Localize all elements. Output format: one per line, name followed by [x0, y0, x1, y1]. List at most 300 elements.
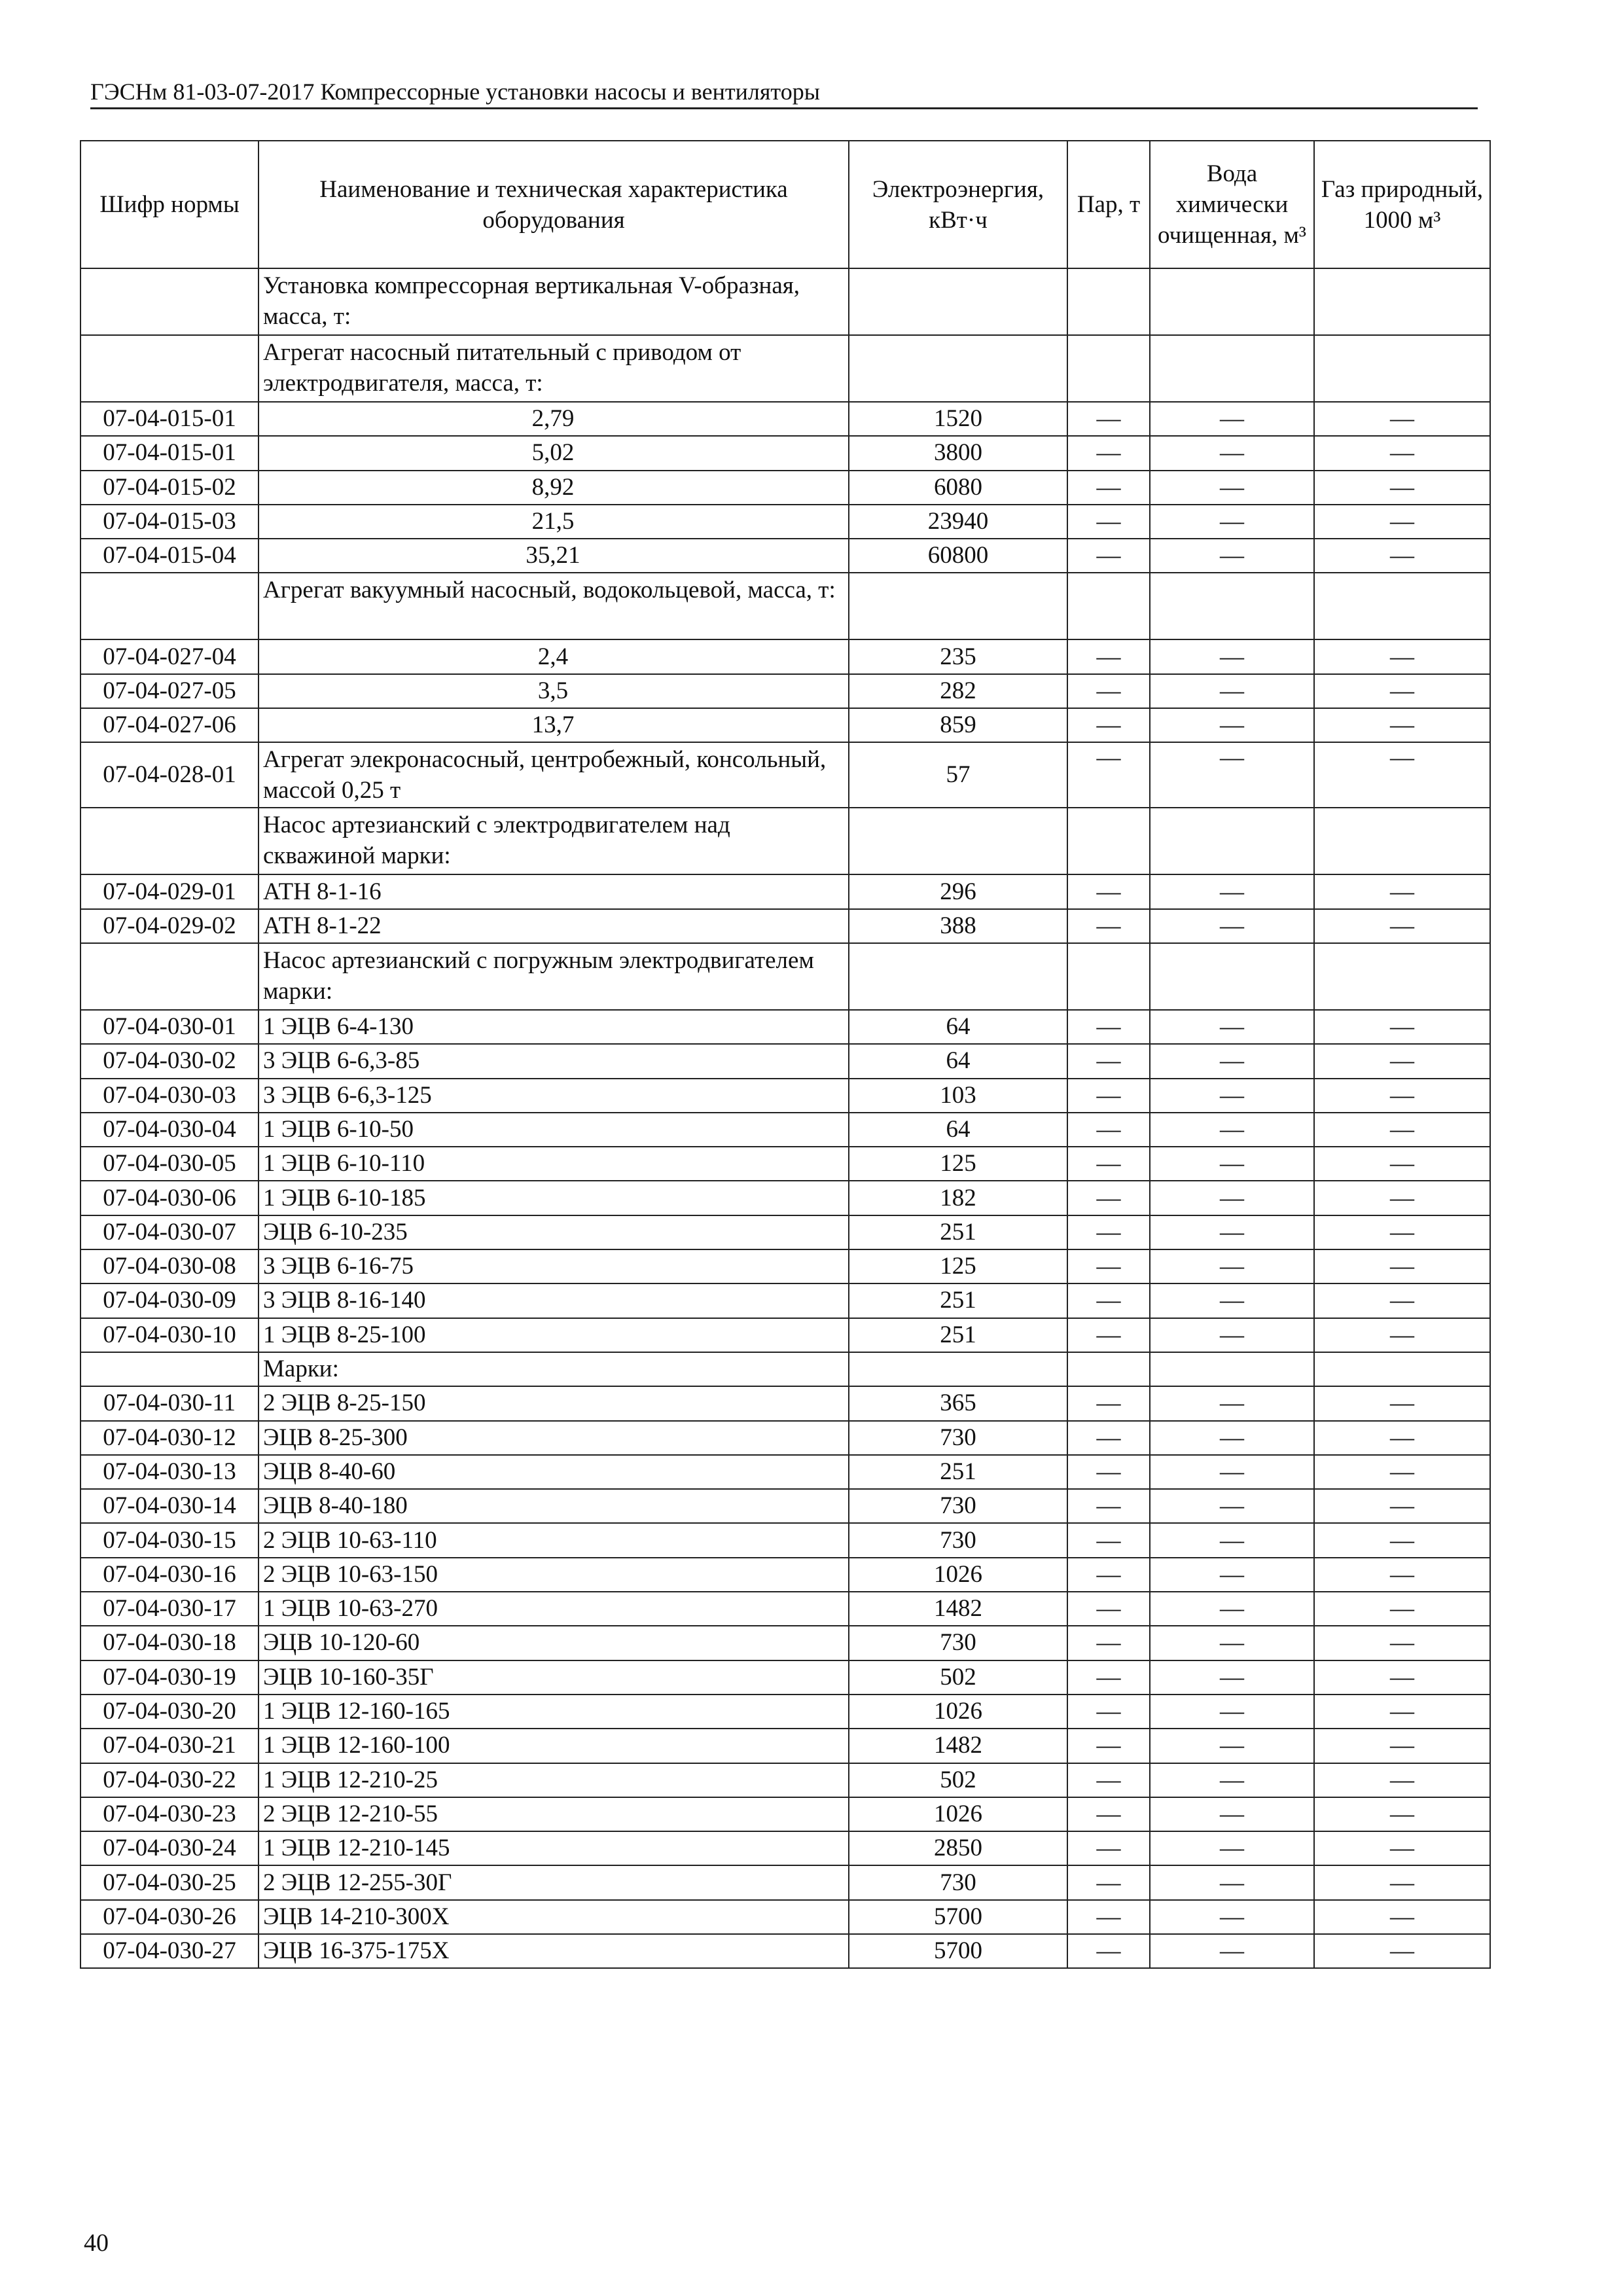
norm-code-cell: 07-04-030-14 — [80, 1489, 259, 1523]
gas-cell: — — [1314, 674, 1490, 708]
gas-cell: — — [1314, 1558, 1490, 1592]
electricity-cell: 730 — [849, 1421, 1067, 1455]
electricity-cell: 125 — [849, 1147, 1067, 1181]
steam-cell: — — [1067, 1113, 1150, 1147]
steam-cell: — — [1067, 1592, 1150, 1626]
steam-cell: — — [1067, 1865, 1150, 1899]
equipment-name-cell: 1 ЭЦВ 6-10-50 — [259, 1113, 849, 1147]
norm-code-cell: 07-04-029-01 — [80, 874, 259, 908]
steam-cell: — — [1067, 1455, 1150, 1489]
table-group-row — [80, 335, 1490, 402]
norm-code-cell: 07-04-030-07 — [80, 1215, 259, 1249]
steam-cell: — — [1067, 1660, 1150, 1695]
norm-code-cell: 07-04-030-12 — [80, 1421, 259, 1455]
norm-code-cell: 07-04-028-01 — [80, 742, 259, 808]
electricity-cell: 502 — [849, 1660, 1067, 1695]
equipment-name-cell: 1 ЭЦВ 12-210-25 — [259, 1763, 849, 1797]
water-cell — [1150, 1352, 1314, 1386]
steam-cell: — — [1067, 639, 1150, 673]
electricity-cell — [849, 335, 1067, 402]
table-row — [80, 1318, 1490, 1352]
water-cell: — — [1150, 1010, 1314, 1044]
electricity-cell: 235 — [849, 639, 1067, 673]
table-row — [80, 674, 1490, 708]
steam-cell: — — [1067, 1934, 1150, 1968]
water-cell: — — [1150, 505, 1314, 539]
gas-cell: — — [1314, 1318, 1490, 1352]
equipment-name-cell: 1 ЭЦВ 8-25-100 — [259, 1318, 849, 1352]
electricity-cell: 1482 — [849, 1592, 1067, 1626]
water-cell: — — [1150, 1455, 1314, 1489]
equipment-name-cell: 2 ЭЦВ 10-63-110 — [259, 1523, 849, 1557]
norm-code-cell: 07-04-030-05 — [80, 1147, 259, 1181]
norm-code-cell: 07-04-027-04 — [80, 639, 259, 673]
gas-cell: — — [1314, 708, 1490, 742]
col-header-code: Шифр нормы — [80, 141, 259, 268]
equipment-name-cell: 3 ЭЦВ 6-6,3-85 — [259, 1044, 849, 1078]
table-row — [80, 1489, 1490, 1523]
table-row — [80, 1592, 1490, 1626]
equipment-name-cell: Агрегат элекронасосный, центробежный, консольный, массой 0,25 т — [259, 742, 849, 808]
steam-cell: — — [1067, 1626, 1150, 1660]
gas-cell: — — [1314, 1729, 1490, 1763]
electricity-cell: 502 — [849, 1763, 1067, 1797]
steam-cell: — — [1067, 539, 1150, 573]
electricity-cell: 64 — [849, 1044, 1067, 1078]
water-cell: — — [1150, 539, 1314, 573]
steam-cell — [1067, 573, 1150, 639]
table-row — [80, 1181, 1490, 1215]
steam-cell: — — [1067, 1831, 1150, 1865]
water-cell: — — [1150, 1523, 1314, 1557]
electricity-cell: 251 — [849, 1318, 1067, 1352]
gas-cell: — — [1314, 1763, 1490, 1797]
gas-cell: — — [1314, 639, 1490, 673]
equipment-name-cell: 1 ЭЦВ 6-10-185 — [259, 1181, 849, 1215]
water-cell: — — [1150, 1592, 1314, 1626]
table-group-row — [80, 808, 1490, 874]
norm-code-cell: 07-04-030-27 — [80, 1934, 259, 1968]
steam-cell: — — [1067, 674, 1150, 708]
water-cell: — — [1150, 674, 1314, 708]
water-cell: — — [1150, 909, 1314, 943]
water-cell: — — [1150, 874, 1314, 908]
norm-code-cell — [80, 573, 259, 639]
steam-cell: — — [1067, 742, 1150, 808]
steam-cell: — — [1067, 505, 1150, 539]
gas-cell: — — [1314, 436, 1490, 470]
norm-code-cell: 07-04-015-04 — [80, 539, 259, 573]
electricity-cell — [849, 808, 1067, 874]
electricity-cell: 730 — [849, 1523, 1067, 1557]
equipment-name-cell: ЭЦВ 10-120-60 — [259, 1626, 849, 1660]
norm-code-cell: 07-04-030-20 — [80, 1695, 259, 1729]
steam-cell — [1067, 268, 1150, 335]
steam-cell: — — [1067, 1386, 1150, 1420]
electricity-cell: 1026 — [849, 1797, 1067, 1831]
gas-cell — [1314, 268, 1490, 335]
steam-cell — [1067, 943, 1150, 1010]
water-cell: — — [1150, 1934, 1314, 1968]
norm-code-cell: 07-04-015-02 — [80, 471, 259, 505]
gas-cell: — — [1314, 1626, 1490, 1660]
water-cell: — — [1150, 471, 1314, 505]
steam-cell: — — [1067, 1489, 1150, 1523]
gas-cell: — — [1314, 1695, 1490, 1729]
table-row — [80, 1797, 1490, 1831]
steam-cell: — — [1067, 1147, 1150, 1181]
gas-cell: — — [1314, 539, 1490, 573]
electricity-cell: 64 — [849, 1113, 1067, 1147]
table-row — [80, 1249, 1490, 1283]
equipment-name-cell: Насос артезианский с электродвигателем над скважиной марки: — [259, 808, 849, 874]
table-row — [80, 1113, 1490, 1147]
equipment-name-cell: 2,4 — [259, 639, 849, 673]
steam-cell — [1067, 1352, 1150, 1386]
gas-cell: — — [1314, 1010, 1490, 1044]
electricity-cell: 251 — [849, 1283, 1067, 1318]
steam-cell: — — [1067, 1044, 1150, 1078]
table-row — [80, 708, 1490, 742]
table-row — [80, 1558, 1490, 1592]
gas-cell: — — [1314, 1386, 1490, 1420]
norm-code-cell: 07-04-030-18 — [80, 1626, 259, 1660]
equipment-name-cell: 8,92 — [259, 471, 849, 505]
equipment-name-cell: АТН 8-1-16 — [259, 874, 849, 908]
water-cell: — — [1150, 1215, 1314, 1249]
equipment-name-cell: 35,21 — [259, 539, 849, 573]
steam-cell — [1067, 335, 1150, 402]
water-cell: — — [1150, 1558, 1314, 1592]
electricity-cell — [849, 268, 1067, 335]
electricity-cell: 296 — [849, 874, 1067, 908]
norm-code-cell — [80, 1352, 259, 1386]
electricity-cell: 365 — [849, 1386, 1067, 1420]
norm-code-cell: 07-04-029-02 — [80, 909, 259, 943]
water-cell: — — [1150, 1660, 1314, 1695]
norm-code-cell: 07-04-027-05 — [80, 674, 259, 708]
steam-cell: — — [1067, 1900, 1150, 1934]
equipment-name-cell: 2 ЭЦВ 12-255-30Г — [259, 1865, 849, 1899]
electricity-cell: 60800 — [849, 539, 1067, 573]
water-cell: — — [1150, 1900, 1314, 1934]
running-header: ГЭСНм 81-03-07-2017 Компрессорные установки насосы и вентиляторы — [90, 77, 1478, 109]
norm-code-cell: 07-04-030-13 — [80, 1455, 259, 1489]
electricity-cell: 1026 — [849, 1695, 1067, 1729]
equipment-name-cell: 3,5 — [259, 674, 849, 708]
gas-cell: — — [1314, 1934, 1490, 1968]
electricity-cell: 1026 — [849, 1558, 1067, 1592]
col-header-power: Электроэнергия, кВт·ч — [849, 141, 1067, 268]
water-cell: — — [1150, 1113, 1314, 1147]
water-cell: — — [1150, 1831, 1314, 1865]
gas-cell: — — [1314, 1044, 1490, 1078]
equipment-name-cell: 2 ЭЦВ 10-63-150 — [259, 1558, 849, 1592]
gas-cell: — — [1314, 1797, 1490, 1831]
norm-code-cell: 07-04-030-25 — [80, 1865, 259, 1899]
steam-cell: — — [1067, 1249, 1150, 1283]
gas-cell: — — [1314, 1489, 1490, 1523]
water-cell: — — [1150, 1421, 1314, 1455]
table-row — [80, 1695, 1490, 1729]
norm-code-cell: 07-04-030-24 — [80, 1831, 259, 1865]
electricity-cell: 2850 — [849, 1831, 1067, 1865]
water-cell: — — [1150, 639, 1314, 673]
steam-cell: — — [1067, 1797, 1150, 1831]
norm-code-cell: 07-04-027-06 — [80, 708, 259, 742]
gas-cell: — — [1314, 1113, 1490, 1147]
norm-code-cell: 07-04-030-03 — [80, 1079, 259, 1113]
gas-cell: — — [1314, 1660, 1490, 1695]
norm-code-cell: 07-04-030-26 — [80, 1900, 259, 1934]
electricity-cell: 1520 — [849, 402, 1067, 436]
electricity-cell — [849, 573, 1067, 639]
equipment-name-cell: Насос артезианский с погружным электродвигателем марки: — [259, 943, 849, 1010]
water-cell: — — [1150, 1489, 1314, 1523]
page-number: 40 — [84, 2229, 109, 2257]
equipment-name-cell: Агрегат насосный питательный с приводом от электродвигателя, масса, т: — [259, 335, 849, 402]
water-cell: — — [1150, 436, 1314, 470]
water-cell: — — [1150, 1626, 1314, 1660]
table-row — [80, 1215, 1490, 1249]
equipment-name-cell: 1 ЭЦВ 6-4-130 — [259, 1010, 849, 1044]
water-cell: — — [1150, 1079, 1314, 1113]
norm-code-cell — [80, 808, 259, 874]
norm-code-cell: 07-04-030-02 — [80, 1044, 259, 1078]
steam-cell: — — [1067, 1079, 1150, 1113]
equipment-name-cell: 3 ЭЦВ 6-16-75 — [259, 1249, 849, 1283]
equipment-name-cell: ЭЦВ 16-375-175Х — [259, 1934, 849, 1968]
electricity-cell — [849, 943, 1067, 1010]
gas-cell: — — [1314, 1865, 1490, 1899]
equipment-name-cell: 1 ЭЦВ 12-160-100 — [259, 1729, 849, 1763]
steam-cell: — — [1067, 708, 1150, 742]
gas-cell: — — [1314, 1900, 1490, 1934]
water-cell — [1150, 335, 1314, 402]
table-row — [80, 1626, 1490, 1660]
equipment-name-cell: 1 ЭЦВ 12-210-145 — [259, 1831, 849, 1865]
electricity-cell: 1482 — [849, 1729, 1067, 1763]
equipment-name-cell: 2,79 — [259, 402, 849, 436]
table-row — [80, 1660, 1490, 1695]
water-cell: — — [1150, 1147, 1314, 1181]
gas-cell: — — [1314, 1455, 1490, 1489]
electricity-cell: 388 — [849, 909, 1067, 943]
water-cell — [1150, 268, 1314, 335]
gas-cell: — — [1314, 1421, 1490, 1455]
norm-code-cell: 07-04-030-04 — [80, 1113, 259, 1147]
water-cell — [1150, 573, 1314, 639]
col-header-name: Наименование и техническая характеристика оборудования — [259, 141, 849, 268]
gas-cell — [1314, 335, 1490, 402]
table-group-row — [80, 943, 1490, 1010]
gas-cell: — — [1314, 1283, 1490, 1318]
norm-code-cell: 07-04-030-23 — [80, 1797, 259, 1831]
equipment-name-cell: 13,7 — [259, 708, 849, 742]
norm-code-cell: 07-04-030-17 — [80, 1592, 259, 1626]
col-header-steam: Пар, т — [1067, 141, 1150, 268]
equipment-name-cell: Установка компрессорная вертикальная V-образная, масса, т: — [259, 268, 849, 335]
table-row — [80, 1831, 1490, 1865]
water-cell: — — [1150, 708, 1314, 742]
norm-code-cell: 07-04-015-01 — [80, 402, 259, 436]
steam-cell: — — [1067, 1181, 1150, 1215]
equipment-name-cell: 5,02 — [259, 436, 849, 470]
equipment-name-cell: ЭЦВ 14-210-300Х — [259, 1900, 849, 1934]
norm-code-cell: 07-04-030-10 — [80, 1318, 259, 1352]
electricity-cell: 64 — [849, 1010, 1067, 1044]
table-row — [80, 471, 1490, 505]
equipment-name-cell: 2 ЭЦВ 8-25-150 — [259, 1386, 849, 1420]
norm-code-cell: 07-04-015-03 — [80, 505, 259, 539]
gas-cell: — — [1314, 909, 1490, 943]
gas-cell: — — [1314, 742, 1490, 808]
gas-cell: — — [1314, 874, 1490, 908]
electricity-cell: 730 — [849, 1489, 1067, 1523]
water-cell: — — [1150, 1865, 1314, 1899]
water-cell: — — [1150, 1763, 1314, 1797]
norm-code-cell: 07-04-030-01 — [80, 1010, 259, 1044]
norm-code-cell — [80, 268, 259, 335]
table-row — [80, 1934, 1490, 1968]
water-cell: — — [1150, 1797, 1314, 1831]
norms-table — [80, 140, 1491, 1969]
gas-cell: — — [1314, 1147, 1490, 1181]
table-row — [80, 1079, 1490, 1113]
water-cell — [1150, 808, 1314, 874]
water-cell: — — [1150, 1386, 1314, 1420]
gas-cell: — — [1314, 402, 1490, 436]
equipment-name-cell: АТН 8-1-22 — [259, 909, 849, 943]
table-group-row — [80, 573, 1490, 639]
equipment-name-cell: 3 ЭЦВ 6-6,3-125 — [259, 1079, 849, 1113]
norm-code-cell: 07-04-015-01 — [80, 436, 259, 470]
equipment-name-cell: Марки: — [259, 1352, 849, 1386]
electricity-cell: 3800 — [849, 436, 1067, 470]
table-row — [80, 402, 1490, 436]
table-row — [80, 1386, 1490, 1420]
equipment-name-cell: ЭЦВ 8-40-180 — [259, 1489, 849, 1523]
steam-cell: — — [1067, 402, 1150, 436]
electricity-cell: 730 — [849, 1626, 1067, 1660]
table-header-row — [80, 141, 1490, 268]
water-cell: — — [1150, 1044, 1314, 1078]
electricity-cell: 57 — [849, 742, 1067, 808]
steam-cell: — — [1067, 471, 1150, 505]
gas-cell: — — [1314, 1831, 1490, 1865]
gas-cell: — — [1314, 1592, 1490, 1626]
steam-cell: — — [1067, 436, 1150, 470]
gas-cell: — — [1314, 1079, 1490, 1113]
table-row — [80, 1763, 1490, 1797]
gas-cell: — — [1314, 471, 1490, 505]
norm-code-cell: 07-04-030-16 — [80, 1558, 259, 1592]
table-row — [80, 1865, 1490, 1899]
water-cell: — — [1150, 1729, 1314, 1763]
electricity-cell: 282 — [849, 674, 1067, 708]
steam-cell — [1067, 808, 1150, 874]
water-cell: — — [1150, 1318, 1314, 1352]
norm-code-cell: 07-04-030-09 — [80, 1283, 259, 1318]
gas-cell — [1314, 573, 1490, 639]
steam-cell: — — [1067, 1558, 1150, 1592]
equipment-name-cell: 1 ЭЦВ 12-160-165 — [259, 1695, 849, 1729]
water-cell: — — [1150, 402, 1314, 436]
gas-cell: — — [1314, 1523, 1490, 1557]
norm-code-cell: 07-04-030-15 — [80, 1523, 259, 1557]
water-cell — [1150, 943, 1314, 1010]
table-body — [80, 268, 1490, 1968]
water-cell: — — [1150, 742, 1314, 808]
steam-cell: — — [1067, 1283, 1150, 1318]
electricity-cell: 23940 — [849, 505, 1067, 539]
steam-cell: — — [1067, 874, 1150, 908]
table-row — [80, 874, 1490, 908]
steam-cell: — — [1067, 909, 1150, 943]
electricity-cell: 730 — [849, 1865, 1067, 1899]
equipment-name-cell: Агрегат вакуумный насосный, водокольцевой, масса, т: — [259, 573, 849, 639]
col-header-gas: Газ природный, 1000 м³ — [1314, 141, 1490, 268]
electricity-cell: 251 — [849, 1455, 1067, 1489]
steam-cell: — — [1067, 1695, 1150, 1729]
gas-cell: — — [1314, 1215, 1490, 1249]
table-row — [80, 1421, 1490, 1455]
equipment-name-cell: ЭЦВ 6-10-235 — [259, 1215, 849, 1249]
equipment-name-cell: 1 ЭЦВ 6-10-110 — [259, 1147, 849, 1181]
table-group-row — [80, 268, 1490, 335]
table-row — [80, 909, 1490, 943]
water-cell: — — [1150, 1695, 1314, 1729]
table-row — [80, 505, 1490, 539]
norm-code-cell — [80, 335, 259, 402]
norm-code-cell: 07-04-030-22 — [80, 1763, 259, 1797]
water-cell: — — [1150, 1283, 1314, 1318]
gas-cell: — — [1314, 505, 1490, 539]
electricity-cell: 182 — [849, 1181, 1067, 1215]
equipment-name-cell: 2 ЭЦВ 12-210-55 — [259, 1797, 849, 1831]
steam-cell: — — [1067, 1318, 1150, 1352]
table-row — [80, 742, 1490, 808]
electricity-cell — [849, 1352, 1067, 1386]
steam-cell: — — [1067, 1729, 1150, 1763]
electricity-cell: 5700 — [849, 1934, 1067, 1968]
table-row — [80, 1283, 1490, 1318]
equipment-name-cell: 21,5 — [259, 505, 849, 539]
steam-cell: — — [1067, 1010, 1150, 1044]
equipment-name-cell: ЭЦВ 10-160-35Г — [259, 1660, 849, 1695]
equipment-name-cell: 1 ЭЦВ 10-63-270 — [259, 1592, 849, 1626]
table-row — [80, 539, 1490, 573]
electricity-cell: 251 — [849, 1215, 1067, 1249]
steam-cell: — — [1067, 1763, 1150, 1797]
table-row — [80, 1900, 1490, 1934]
table-row — [80, 1044, 1490, 1078]
equipment-name-cell: ЭЦВ 8-40-60 — [259, 1455, 849, 1489]
gas-cell: — — [1314, 1181, 1490, 1215]
norm-code-cell: 07-04-030-19 — [80, 1660, 259, 1695]
table-row — [80, 1455, 1490, 1489]
water-cell: — — [1150, 1249, 1314, 1283]
gas-cell: — — [1314, 1249, 1490, 1283]
gas-cell — [1314, 943, 1490, 1010]
equipment-name-cell: 3 ЭЦВ 8-16-140 — [259, 1283, 849, 1318]
electricity-cell: 6080 — [849, 471, 1067, 505]
electricity-cell: 103 — [849, 1079, 1067, 1113]
water-cell: — — [1150, 1181, 1314, 1215]
table-row — [80, 1523, 1490, 1557]
table-group-row — [80, 1352, 1490, 1386]
table-row — [80, 1729, 1490, 1763]
